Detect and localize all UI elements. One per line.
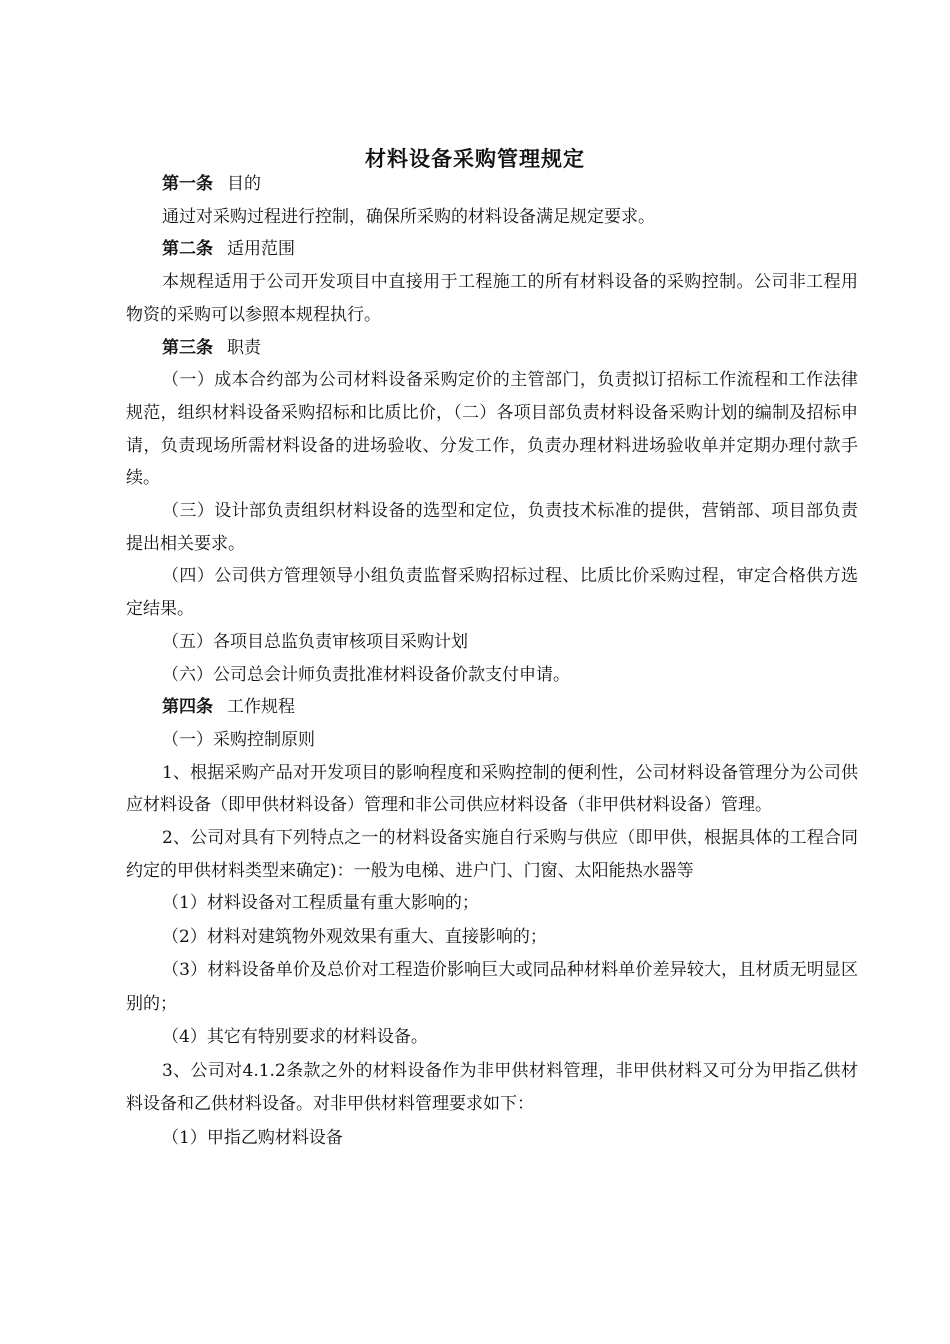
- paragraph: 3、公司对4.1.2条款之外的材料设备作为非甲供材料管理，非甲供材料又可分为甲指乙供材料设备和乙供材料设备。对非甲供材料管理要求如下：: [126, 1060, 858, 1115]
- paragraph: （一）采购控制原则: [162, 729, 315, 750]
- paragraph: 通过对采购过程进行控制，确保所采购的材料设备满足规定要求。: [162, 206, 655, 227]
- paragraph: （三）设计部负责组织材料设备的选型和定位，负责技术标准的提供，营销部、项目部负责提出相关要求。: [126, 501, 858, 554]
- paragraph: （2）材料对建筑物外观效果有重大、直接影响的；: [162, 926, 547, 947]
- article-name: 适用范围: [227, 239, 295, 260]
- article-heading-2: [126, 233, 858, 266]
- article-number: 第四条: [162, 697, 213, 718]
- paragraph: （一）成本合约部为公司材料设备采购定价的主管部门，负责拟订招标工作流程和工作法律规范，组织材料设备采购招标和比质比价，（二）各项目部负责材料设备采购计划的编制及招标申请，负责现场所需材料设备的进场验收、分发工作，负责办理材料进场验收单并定期办理付款手续。: [126, 370, 858, 489]
- article-name: 职责: [227, 337, 261, 358]
- paragraph: （四）公司供方管理领导小组负责监督采购招标过程、比质比价采购过程，审定合格供方选定结果。: [126, 566, 858, 620]
- article-number: 第三条: [162, 337, 213, 358]
- paragraph: （4）其它有特别要求的材料设备。: [162, 1027, 428, 1048]
- document-title: 材料设备采购管理规定: [365, 147, 585, 171]
- paragraph: 本规程适用于公司开发项目中直接用于工程施工的所有材料设备的采购控制。公司非工程用物资的采购可以参照本规程执行。: [126, 272, 858, 325]
- paragraph: （1）材料设备对工程质量有重大影响的；: [162, 893, 479, 914]
- article-heading-3: [126, 332, 858, 365]
- paragraph: （六）公司总会计师负责批准材料设备价款支付申请。: [162, 664, 570, 685]
- article-heading-1: [126, 168, 858, 201]
- article-heading-4: [126, 691, 858, 724]
- paragraph: 2、公司对具有下列特点之一的材料设备实施自行采购与供应（即甲供，根据具体的工程合同约定的甲供材料类型来确定)：一般为电梯、进户门、门窗、太阳能热水器等: [126, 828, 858, 881]
- paragraph: （3）材料设备单价及总价对工程造价影响巨大或同品种材料单价差异较大，且材质无明显区别的；: [126, 960, 858, 1014]
- document-body: [126, 168, 858, 1155]
- article-number: 第二条: [162, 239, 213, 260]
- article-name: 工作规程: [227, 697, 295, 718]
- article-number: 第一条: [162, 174, 213, 194]
- paragraph: 1、根据采购产品对开发项目的影响程度和采购控制的便利性，公司材料设备管理分为公司供应材料设备（即甲供材料设备）管理和非公司供应材料设备（非甲供材料设备）管理。: [126, 762, 858, 816]
- paragraph: （1）甲指乙购材料设备: [162, 1127, 343, 1148]
- paragraph: （五）各项目总监负责审核项目采购计划: [162, 631, 468, 652]
- article-name: 目的: [227, 174, 261, 194]
